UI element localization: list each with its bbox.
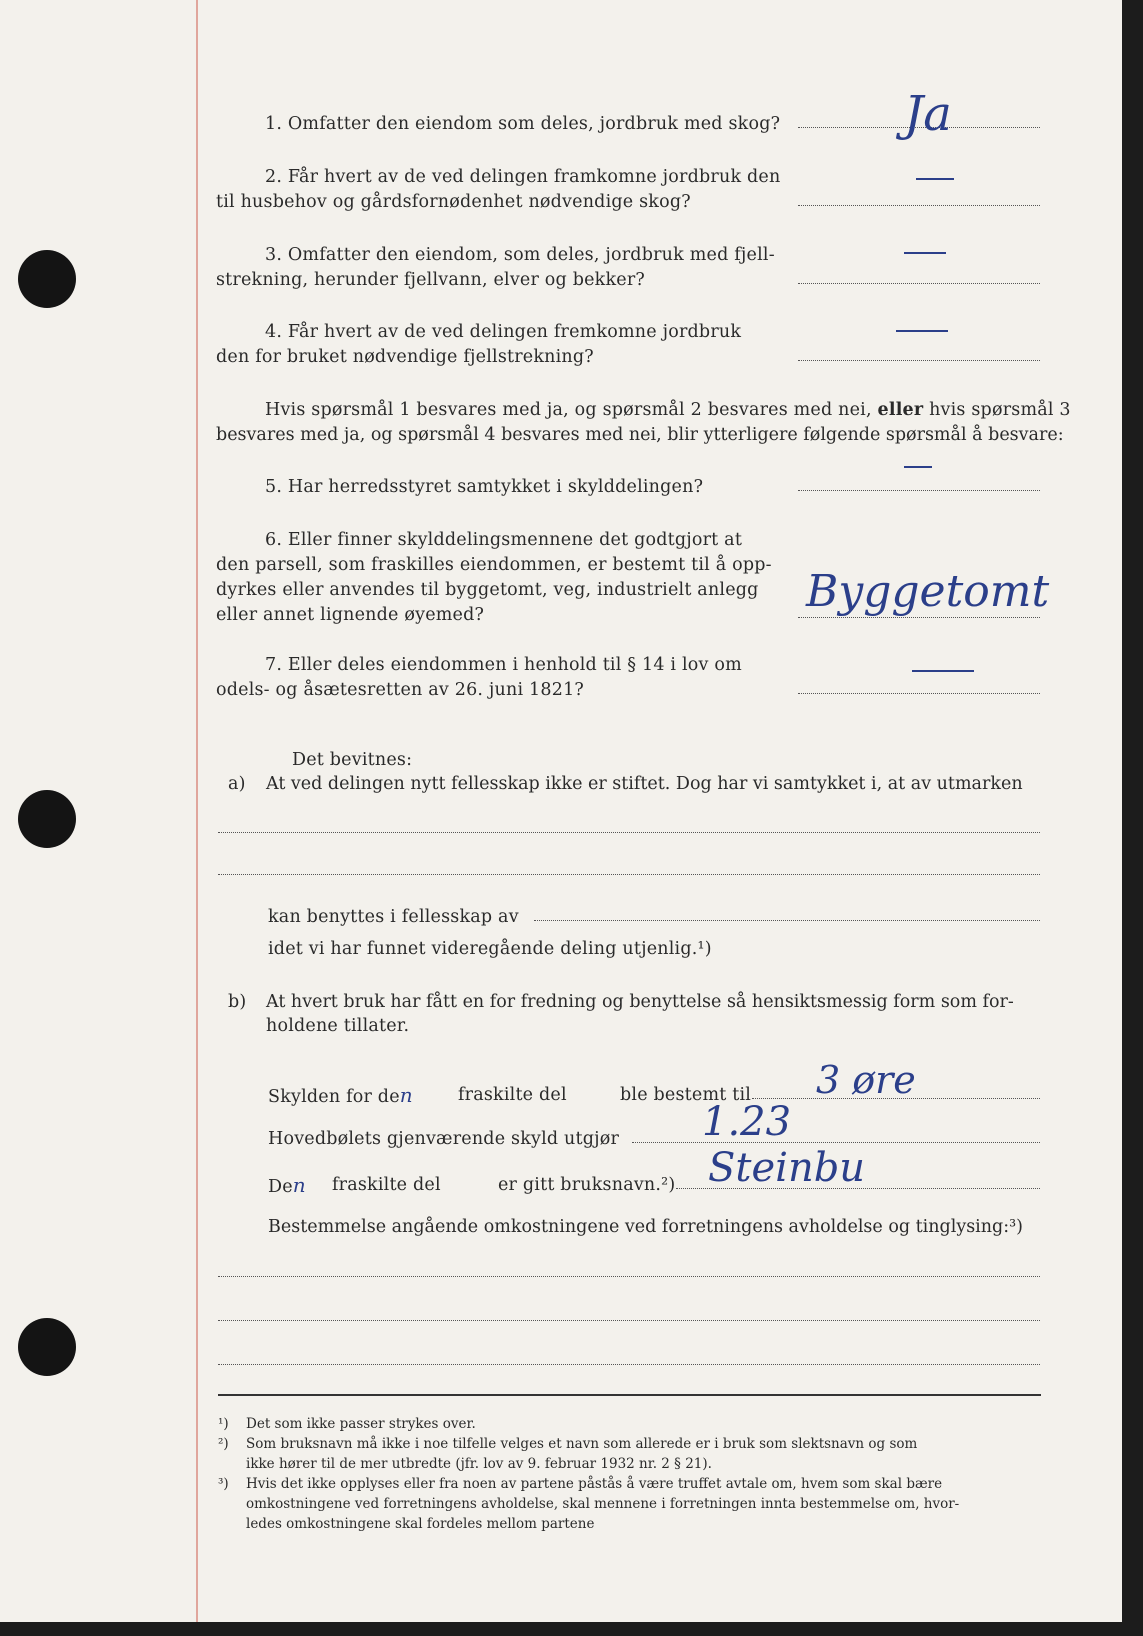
answer-line-3 bbox=[798, 283, 1040, 284]
hovedbol-value-handwriting: 1.23 bbox=[702, 1099, 792, 1145]
answer-7-dash bbox=[912, 670, 974, 672]
answer-line-6 bbox=[798, 617, 1040, 618]
conditional-line-2: besvares med ja, og spørsmål 4 besvares med nei, blir ytterligere følgende spørsmål å besvare: bbox=[216, 425, 1064, 445]
footnote-2-line-2: ikke hører til de mer utbredte (jfr. lov av 9. februar 1932 nr. 2 § 21). bbox=[246, 1456, 712, 1472]
question-7-line-2: odels- og åsætesretten av 26. juni 1821? bbox=[216, 680, 584, 700]
blank-line-a3 bbox=[534, 920, 1040, 921]
question-6-line-1: 6. Eller finner skylddelingsmennene det godtgjort at bbox=[265, 530, 743, 550]
bevitnes-b-line-2: holdene tillater. bbox=[266, 1016, 410, 1036]
footnote-2-mark: ²) bbox=[218, 1436, 229, 1452]
question-4-line-1: 4. Får hvert av de ved delingen fremkomne jordbruk bbox=[265, 322, 742, 342]
bruksnavn-label-mid: fraskilte del bbox=[332, 1175, 441, 1195]
skyld-label-pre: Skylden for den bbox=[268, 1083, 413, 1107]
margin-line bbox=[196, 0, 198, 1622]
bevitnes-a-label: a) bbox=[228, 774, 246, 794]
skyld-label-post: ble bestemt til bbox=[620, 1085, 752, 1105]
blank-line-b1 bbox=[218, 1276, 1040, 1277]
answer-line-7 bbox=[798, 693, 1040, 694]
answer-line-2 bbox=[798, 205, 1040, 206]
answer-line-5 bbox=[798, 490, 1040, 491]
bestemmelse-text: Bestemmelse angående omkostningene ved forretningens avholdelse og tinglysing:³) bbox=[268, 1217, 1023, 1237]
question-5-text: 5. Har herredsstyret samtykket i skylddelingen? bbox=[265, 477, 704, 497]
question-4-line-2: den for bruket nødvendige fjellstrekning? bbox=[216, 347, 594, 367]
answer-4-dash bbox=[896, 330, 948, 332]
bevitnes-a-line-3: kan benyttes i fellesskap av bbox=[268, 907, 519, 927]
bevitnes-a-text: At ved delingen nytt fellesskap ikke er stiftet. Dog har vi samtykket i, at av utmarken bbox=[266, 774, 1023, 794]
blank-line-a1 bbox=[218, 832, 1040, 833]
answer-5-dash bbox=[904, 466, 932, 468]
answer-1-handwriting: Ja bbox=[904, 86, 952, 142]
question-2-line-2: til husbehov og gårdsfornødenhet nødvendige skog? bbox=[216, 192, 691, 212]
footnote-3-line-2: omkostningene ved forretningens avholdelse, skal mennene i forretningen innta bestemmelse om, hvor- bbox=[246, 1496, 960, 1512]
question-3-line-2: strekning, herunder fjellvann, elver og bekker? bbox=[216, 270, 645, 290]
blank-line-b2 bbox=[218, 1320, 1040, 1321]
question-6-line-2: den parsell, som fraskilles eiendommen, er bestemt til å opp- bbox=[216, 555, 772, 575]
punch-hole-middle bbox=[18, 790, 76, 848]
answer-3-dash bbox=[904, 252, 946, 254]
skyld-value-handwriting: 3 øre bbox=[816, 1058, 916, 1102]
bevitnes-b-label: b) bbox=[228, 992, 247, 1012]
question-3-line-1: 3. Omfatter den eiendom, som deles, jordbruk med fjell- bbox=[265, 245, 775, 265]
bruksnavn-label-pre: Den bbox=[268, 1173, 306, 1197]
question-6-line-3: dyrkes eller anvendes til byggetomt, veg, industrielt anlegg bbox=[216, 580, 759, 600]
answer-line-4 bbox=[798, 360, 1040, 361]
footnote-1-line-1: Det som ikke passer strykes over. bbox=[246, 1416, 476, 1432]
question-1-text: 1. Omfatter den eiendom som deles, jordbruk med skog? bbox=[265, 114, 781, 134]
question-7-line-1: 7. Eller deles eiendommen i henhold til § 14 i lov om bbox=[265, 655, 742, 675]
footnote-3-line-3: ledes omkostningene skal fordeles mellom partene bbox=[246, 1516, 595, 1532]
bevitnes-b-line-1: At hvert bruk har fått en for fredning og benyttelse så hensiktsmessig form som for- bbox=[266, 992, 1014, 1012]
footnote-2-line-1: Som bruksnavn må ikke i noe tilfelle velges et navn som allerede er i bruk som slektsnavn og som bbox=[246, 1436, 918, 1452]
blank-line-a2 bbox=[218, 874, 1040, 875]
question-6-line-4: eller annet lignende øyemed? bbox=[216, 605, 485, 625]
footnote-3-mark: ³) bbox=[218, 1476, 229, 1492]
bevitnes-a-line-4: idet vi har funnet videregående deling utjenlig.¹) bbox=[268, 939, 712, 959]
question-2-line-1: 2. Får hvert av de ved delingen framkomne jordbruk den bbox=[265, 167, 781, 187]
hovedbol-value-line bbox=[632, 1142, 1040, 1143]
blank-line-b3 bbox=[218, 1364, 1040, 1365]
bruksnavn-value-handwriting: Steinbu bbox=[708, 1145, 866, 1191]
punch-hole-top bbox=[18, 250, 76, 308]
conditional-line-1: Hvis spørsmål 1 besvares med ja, og spørsmål 2 besvares med nei, eller hvis spørsmål 3 bbox=[265, 400, 1071, 420]
footnote-3-line-1: Hvis det ikke opplyses eller fra noen av partene påstås å være truffet avtale om, hvem som skal bære bbox=[246, 1476, 943, 1492]
punch-hole-bottom bbox=[18, 1318, 76, 1376]
answer-6-handwriting: Byggetomt bbox=[806, 566, 1050, 617]
hovedbol-label: Hovedbølets gjenværende skyld utgjør bbox=[268, 1129, 620, 1149]
bevitnes-title: Det bevitnes: bbox=[292, 750, 413, 770]
skyld-label-mid: fraskilte del bbox=[458, 1085, 567, 1105]
answer-2-dash bbox=[916, 178, 954, 180]
footnote-separator bbox=[218, 1394, 1041, 1396]
bruksnavn-label-post: er gitt bruksnavn.²) bbox=[498, 1175, 676, 1195]
footnote-1-mark: ¹) bbox=[218, 1416, 229, 1432]
